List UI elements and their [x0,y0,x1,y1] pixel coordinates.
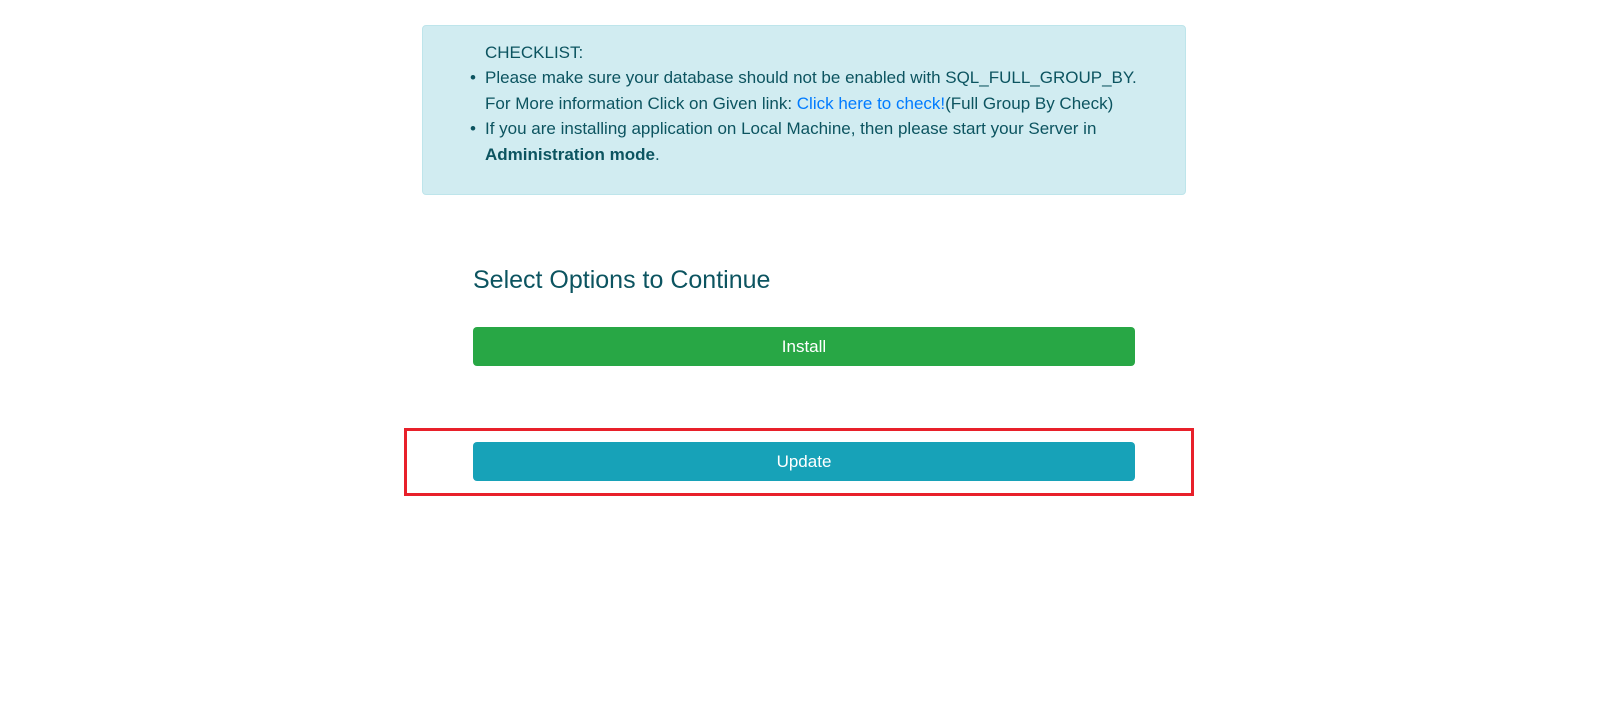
options-title: Select Options to Continue [473,266,771,294]
period-text: . [655,144,660,164]
checklist-item-group-by [470,65,1165,116]
checklist-alert [422,25,1186,195]
checklist-item-text: If you are installing application on Local Machine, then please start your Server in [485,119,1097,139]
admin-mode-text: Administration mode [485,144,656,164]
bullet-icon: • [470,119,476,139]
checklist-heading: CHECKLIST: [485,43,584,62]
install-button[interactable]: Install [473,327,1135,366]
full-group-by-check-link[interactable]: Click here to check! [796,93,946,113]
bullet-icon: • [470,68,476,87]
checklist-item-text: Please make sure your database should not be enabled with SQL_FULL_GROUP_BY. [485,68,1137,87]
more-info-text: For More information Click on Given link: [485,93,797,113]
checklist-item-admin-mode [470,116,1165,167]
link-suffix-text: (Full Group By Check) [945,93,1114,113]
update-button[interactable]: Update [473,442,1135,481]
checklist-list [470,65,1165,167]
